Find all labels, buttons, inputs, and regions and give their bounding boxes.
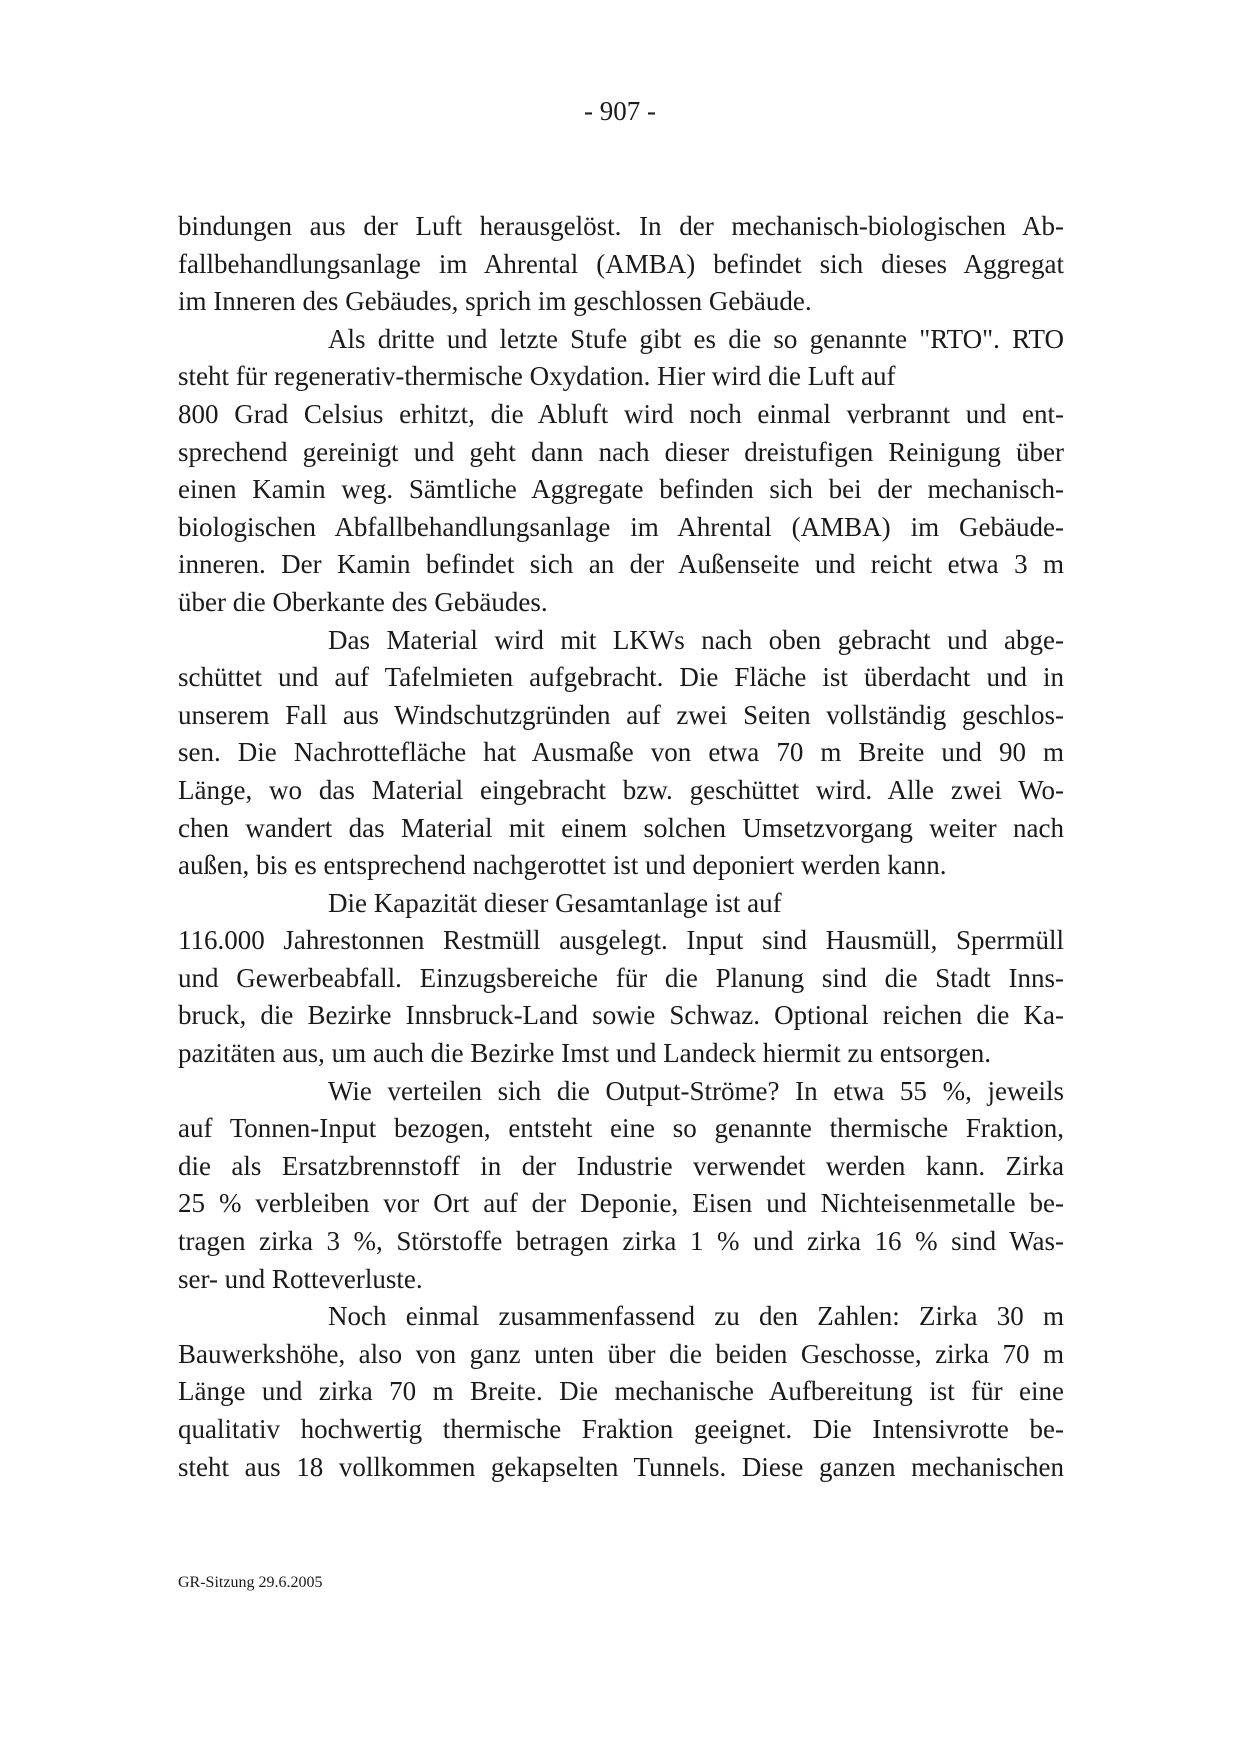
text-line: 25 % verbleiben vor Ort auf der Deponie, Eisen und Nichteisenmetalle be- <box>178 1188 1064 1219</box>
text-line: steht aus 18 vollkommen gekapselten Tunnels. Diese ganzen mechanischen <box>178 1451 1064 1482</box>
text-line: auf Tonnen-Input bezogen, entsteht eine so genannte thermische Fraktion, <box>178 1113 1064 1144</box>
text-line: 800 Grad Celsius erhitzt, die Abluft wird noch einmal verbrannt und ent- <box>178 398 1064 429</box>
text-line: Als dritte und letzte Stufe gibt es die so genannte "RTO". RTO <box>328 323 1064 354</box>
text-line: tragen zirka 3 %, Störstoffe betragen zirka 1 % und zirka 16 % sind Was- <box>178 1226 1064 1257</box>
text-line: fallbehandlungsanlage im Ahrental (AMBA) befindet sich dieses Aggregat <box>178 248 1064 279</box>
text-line: im Inneren des Gebäudes, sprich im geschlossen Gebäude. <box>178 286 812 317</box>
footer-session-date: GR-Sitzung 29.6.2005 <box>178 1574 323 1591</box>
text-line: sen. Die Nachrottefläche hat Ausmaße von etwa 70 m Breite und 90 m <box>178 737 1064 768</box>
text-line: Noch einmal zusammenfassend zu den Zahlen: Zirka 30 m <box>328 1301 1064 1332</box>
text-line: und Gewerbeabfall. Einzugsbereiche für die Planung sind die Stadt Inns- <box>178 962 1064 993</box>
text-line: über die Oberkante des Gebäudes. <box>178 586 548 617</box>
text-line: Länge und zirka 70 m Breite. Die mechanische Aufbereitung ist für eine <box>178 1376 1064 1407</box>
page-number: - 907 - <box>584 96 656 126</box>
text-line: Länge, wo das Material eingebracht bzw. geschüttet wird. Alle zwei Wo- <box>178 774 1064 805</box>
text-line: bindungen aus der Luft herausgelöst. In der mechanisch-biologischen Ab- <box>178 211 1064 241</box>
text-line: qualitativ hochwertig thermische Fraktion geeignet. Die Intensivrotte be- <box>178 1414 1064 1444</box>
text-line: Die Kapazität dieser Gesamtanlage ist auf <box>328 887 782 918</box>
text-line: einen Kamin weg. Sämtliche Aggregate befinden sich bei der mechanisch- <box>178 474 1064 505</box>
text-line: außen, bis es entsprechend nachgerottet ist und deponiert werden kann. <box>178 850 947 881</box>
text-line: steht für regenerativ-thermische Oxydation. Hier wird die Luft auf <box>178 361 896 392</box>
text-line: ser- und Rotteverluste. <box>178 1263 423 1294</box>
text-line: pazitäten aus, um auch die Bezirke Imst und Landeck hiermit zu entsorgen. <box>178 1038 991 1069</box>
text-line: 116.000 Jahrestonnen Restmüll ausgelegt. Input sind Hausmüll, Sperrmüll <box>178 925 1064 956</box>
text-line: bruck, die Bezirke Innsbruck-Land sowie Schwaz. Optional reichen die Ka- <box>178 1000 1064 1031</box>
body-text <box>178 208 1064 1486</box>
text-line: chen wandert das Material mit einem solchen Umsetzvorgang weiter nach <box>178 812 1064 843</box>
text-line: biologischen Abfallbehandlungsanlage im Ahrental (AMBA) im Gebäude- <box>178 511 1064 542</box>
text-line: unserem Fall aus Windschutzgründen auf zwei Seiten vollständig geschlos- <box>178 699 1064 730</box>
text-line: die als Ersatzbrennstoff in der Industrie verwendet werden kann. Zirka <box>178 1150 1064 1181</box>
text-line: Wie verteilen sich die Output-Ströme? In etwa 55 %, jeweils <box>328 1075 1064 1106</box>
text-line: inneren. Der Kamin befindet sich an der Außenseite und reicht etwa 3 m <box>178 549 1064 580</box>
text-line: schüttet und auf Tafelmieten aufgebracht. Die Fläche ist überdacht und in <box>178 662 1064 693</box>
text-line: sprechend gereinigt und geht dann nach dieser dreistufigen Reinigung über <box>178 436 1064 467</box>
text-line: Bauwerkshöhe, also von ganz unten über die beiden Geschosse, zirka 70 m <box>178 1338 1064 1369</box>
text-line: Das Material wird mit LKWs nach oben gebracht und abge- <box>328 624 1064 655</box>
